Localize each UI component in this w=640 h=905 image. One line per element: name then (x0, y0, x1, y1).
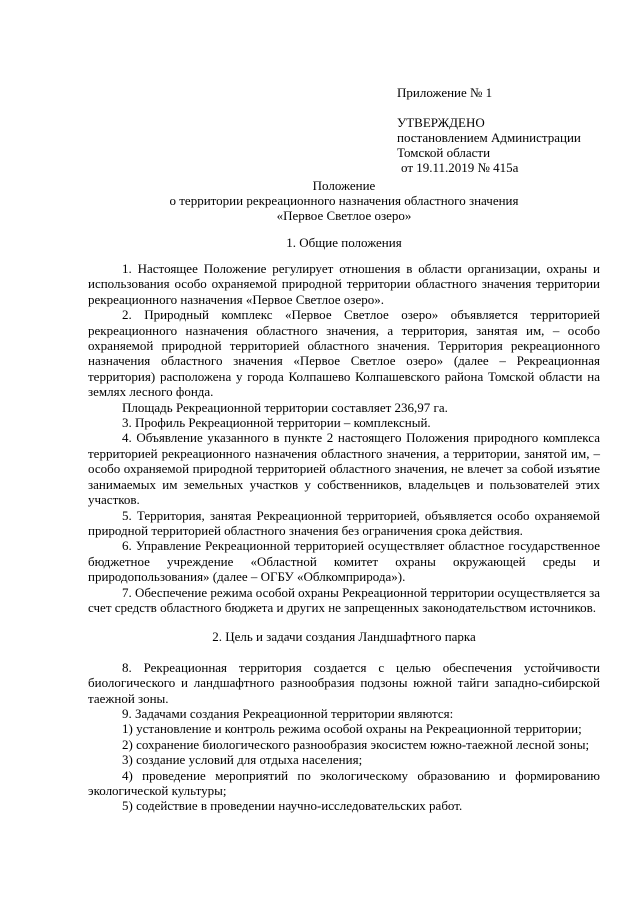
approval-stamp (397, 100, 581, 175)
approval-block (397, 85, 492, 100)
paragraph-9: 9. Задачами создания Рекреационной территории являются: (122, 705, 454, 721)
paragraph-1: 1. Настоящее Положение регулирует отношения в области организации, охраны и использования особо охраняемой природной территории областного значения территории рекреационного назначения «Первое Светлое озеро». (88, 261, 600, 307)
appendix-number: Приложение № 1 (397, 85, 493, 100)
approved-label: УТВЕРЖДЕНО (397, 115, 485, 130)
approval-line-2: Томской области (397, 145, 491, 160)
paragraph-5: 5. Территория, занятая Рекреационной территорией, объявляется особо охраняемой природной территорией областного значения без ограничения срока действия. (88, 507, 600, 538)
section-1-heading: 1. Общие положения (286, 235, 402, 250)
paragraph-6: 6. Управление Рекреационной территорией осуществляет областное государственное бюджетное учреждение «Областной комитет охраны окружающей среды и природопользования» (далее – ОГБУ «Облкомприрода»). (88, 538, 600, 585)
task-item-3: 3) создание условий для отдыха населения; (122, 752, 363, 768)
paragraph-4: 4. Объявление указанного в пункте 2 настоящего Положения природного комплекса территорией рекреационного назначения областного значения, а территории, занятой им, – особо охраняемой природной территорией областного значения, не влечет за собой изъятие занимаемых им земельных участков у собственников, владельцев и пользователей этих участков. (88, 430, 600, 508)
paragraph-7: 7. Обеспечение режима особой охраны Рекреационной территории осуществляется за счет средств областного бюджета и других не запрещенных законодательством источников. (88, 584, 600, 615)
paragraph-3: 3. Профиль Рекреационной территории – комплексный. (122, 415, 431, 431)
document-object-name: «Первое Светлое озеро» (276, 208, 412, 223)
task-item-5: 5) содействие в проведении научно-исследовательских работ. (122, 798, 463, 814)
document-title: Положение (312, 178, 376, 193)
paragraph-8: 8. Рекреационная территория создается с целью обеспечения устойчивости биологического и ландшафтного разнообразия подзоны южной тайги западно-сибирской таежной зоны. (88, 659, 600, 706)
task-item-2: 2) сохранение биологического разнообразия экосистем южно-таежной лесной зоны; (122, 736, 590, 752)
section-2-heading: 2. Цель и задачи создания Ландшафтного парка (212, 629, 476, 645)
task-item-1: 1) установление и контроль режима особой охраны на Рекреационной территории; (122, 721, 582, 737)
paragraph-2: 2. Природный комплекс «Первое Светлое озеро» объявляется территорией рекреационного назначения областного значения, а территория, занятая им, – особо охраняемой природной территорией областного значения. Территория рекреационного назначения областного значения «Первое Светлое озеро» (далее – Рекреационная территория) расположена у города Колпашево Колпашевского района Томской области на землях лесного фонда. (88, 307, 600, 400)
paragraph-area: Площадь Рекреационной территории составляет 236,97 га. (122, 399, 448, 415)
task-item-4: 4) проведение мероприятий по экологическому образованию и формированию экологической культуры; (88, 767, 600, 798)
approval-date-number: от 19.11.2019 № 415а (401, 160, 519, 175)
approval-line-1: постановлением Администрации (397, 130, 581, 145)
document-subtitle: о территории рекреационного назначения областного значения (169, 193, 519, 208)
document-body (88, 261, 600, 814)
